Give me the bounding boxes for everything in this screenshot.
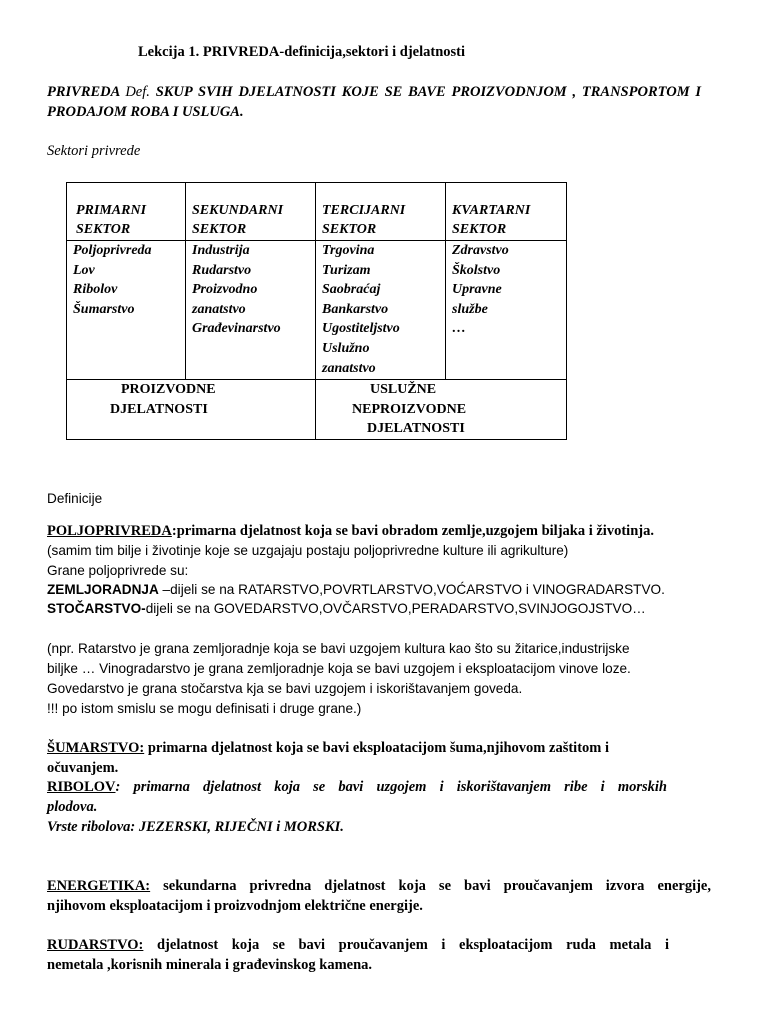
example-line-3: Govedarstvo je grana stočarstva kja se bavi uzgojem i iskorištavanjem goveda. [47,681,523,696]
rudarstvo-line-2: nemetala ,korisnih minerala i građevinskog kamena. [47,957,373,973]
definition-line-2: PRODAJOM ROBA I USLUGA. [47,104,244,120]
items-primarni: Poljoprivreda Lov Ribolov Šumarstvo [67,241,186,380]
footer-usluzne: USLUŽNE NEPROIZVODNE DJELATNOSTI [316,380,567,440]
poljoprivreda-branches: Grane poljoprivrede su: [47,563,189,578]
poljoprivreda-note: (samim tim bilje i životinje koje se uzgajaju postaju poljoprivredne kulture ili agrikulture) [47,543,569,558]
ribolov-term: RIBOLOV [47,779,116,795]
header-sekundarni: SEKUNDARNI SEKTOR [186,183,316,241]
poljoprivreda-term: POLJOPRIVREDA [47,523,172,539]
example-line-2: biljke … Vinogradarstvo je grana zemljoradnje koja se bavi uzgojem i eksploatacijom vinove loze. [47,661,631,676]
items-tercijarni: Trgovina Turizam Saobraćaj Bankarstvo Ugostiteljstvo Uslužno zanatstvo [316,241,446,380]
definition-line-1 [47,84,701,101]
zemljoradnja-line: ZEMLJORADNJA –dijeli se na RATARSTVO,POVRTLARSTVO,VOĆARSTVO i VINOGRADARSTVO. [47,582,665,597]
sumarstvo-line-2: očuvanjem. [47,760,119,776]
items-sekundarni: Industrija Rudarstvo Proizvodno zanatstvo Građevinarstvo [186,241,316,380]
sumarstvo-term: ŠUMARSTVO: [47,740,145,756]
sectors-table [66,182,567,440]
energetika-term: ENERGETIKA: [47,878,151,894]
energetika-line-2: njihovom eksploatacijom i proizvodnjom električne energije. [47,898,423,914]
example-line-4: !!! po istom smislu se mogu definisati i druge grane.) [47,701,362,716]
ribolov-line-2: plodova. [47,799,98,815]
definition-text: SKUP SVIH DJELATNOSTI KOJE SE BAVE PROIZVODNJOM , TRANSPORTOM I [155,84,702,100]
example-line-1: (npr. Ratarstvo je grana zemljoradnje koja se bavi uzgojem kultura kao što su žitarice,industrijske [47,641,630,656]
rudarstvo-definition: RUDARSTVO: djelatnost koja se bavi proučavanjem i eksploatacijom ruda metala i [47,937,669,953]
rudarstvo-term: RUDARSTVO: [47,937,144,953]
sectors-items-row [67,241,567,380]
header-tercijarni: TERCIJARNI SEKTOR [316,183,446,241]
header-kvartarni: KVARTARNI SEKTOR [446,183,567,241]
definition-term: PRIVREDA [47,84,120,100]
header-primarni: PRIMARNI SEKTOR [67,183,186,241]
definitions-heading: Definicije [47,491,103,506]
sectors-heading: Sektori privrede [47,143,141,159]
sectors-footer-row [67,380,567,440]
energetika-definition: ENERGETIKA: sekundarna privredna djelatnost koja se bavi proučavanjem izvora energije, [47,878,711,894]
footer-proizvodne: PROIZVODNE DJELATNOSTI [67,380,316,440]
lesson-title: Lekcija 1. PRIVREDA-definicija,sektori i djelatnosti [138,44,466,60]
stocarstvo-line: STOČARSTVO-dijeli se na GOVEDARSTVO,OVČARSTVO,PERADARSTVO,SVINJOGOJSTVO… [47,601,646,616]
sectors-header-row [67,183,567,241]
ribolov-types: Vrste ribolova: JEZERSKI, RIJEČNI i MORSKI. [47,819,344,835]
definition-abbr: Def. [125,84,150,100]
ribolov-definition: RIBOLOV: primarna djelatnost koja se bavi uzgojem i iskorištavanjem ribe i morskih [47,779,667,795]
items-kvartarni: Zdravstvo Školstvo Upravne službe … [446,241,567,380]
poljoprivreda-definition: POLJOPRIVREDA:primarna djelatnost koja se bavi obradom zemlje,uzgojem biljaka i životinja. [47,523,654,539]
sumarstvo-definition: ŠUMARSTVO: primarna djelatnost koja se bavi eksploatacijom šuma,njihovom zaštitom i [47,740,610,756]
